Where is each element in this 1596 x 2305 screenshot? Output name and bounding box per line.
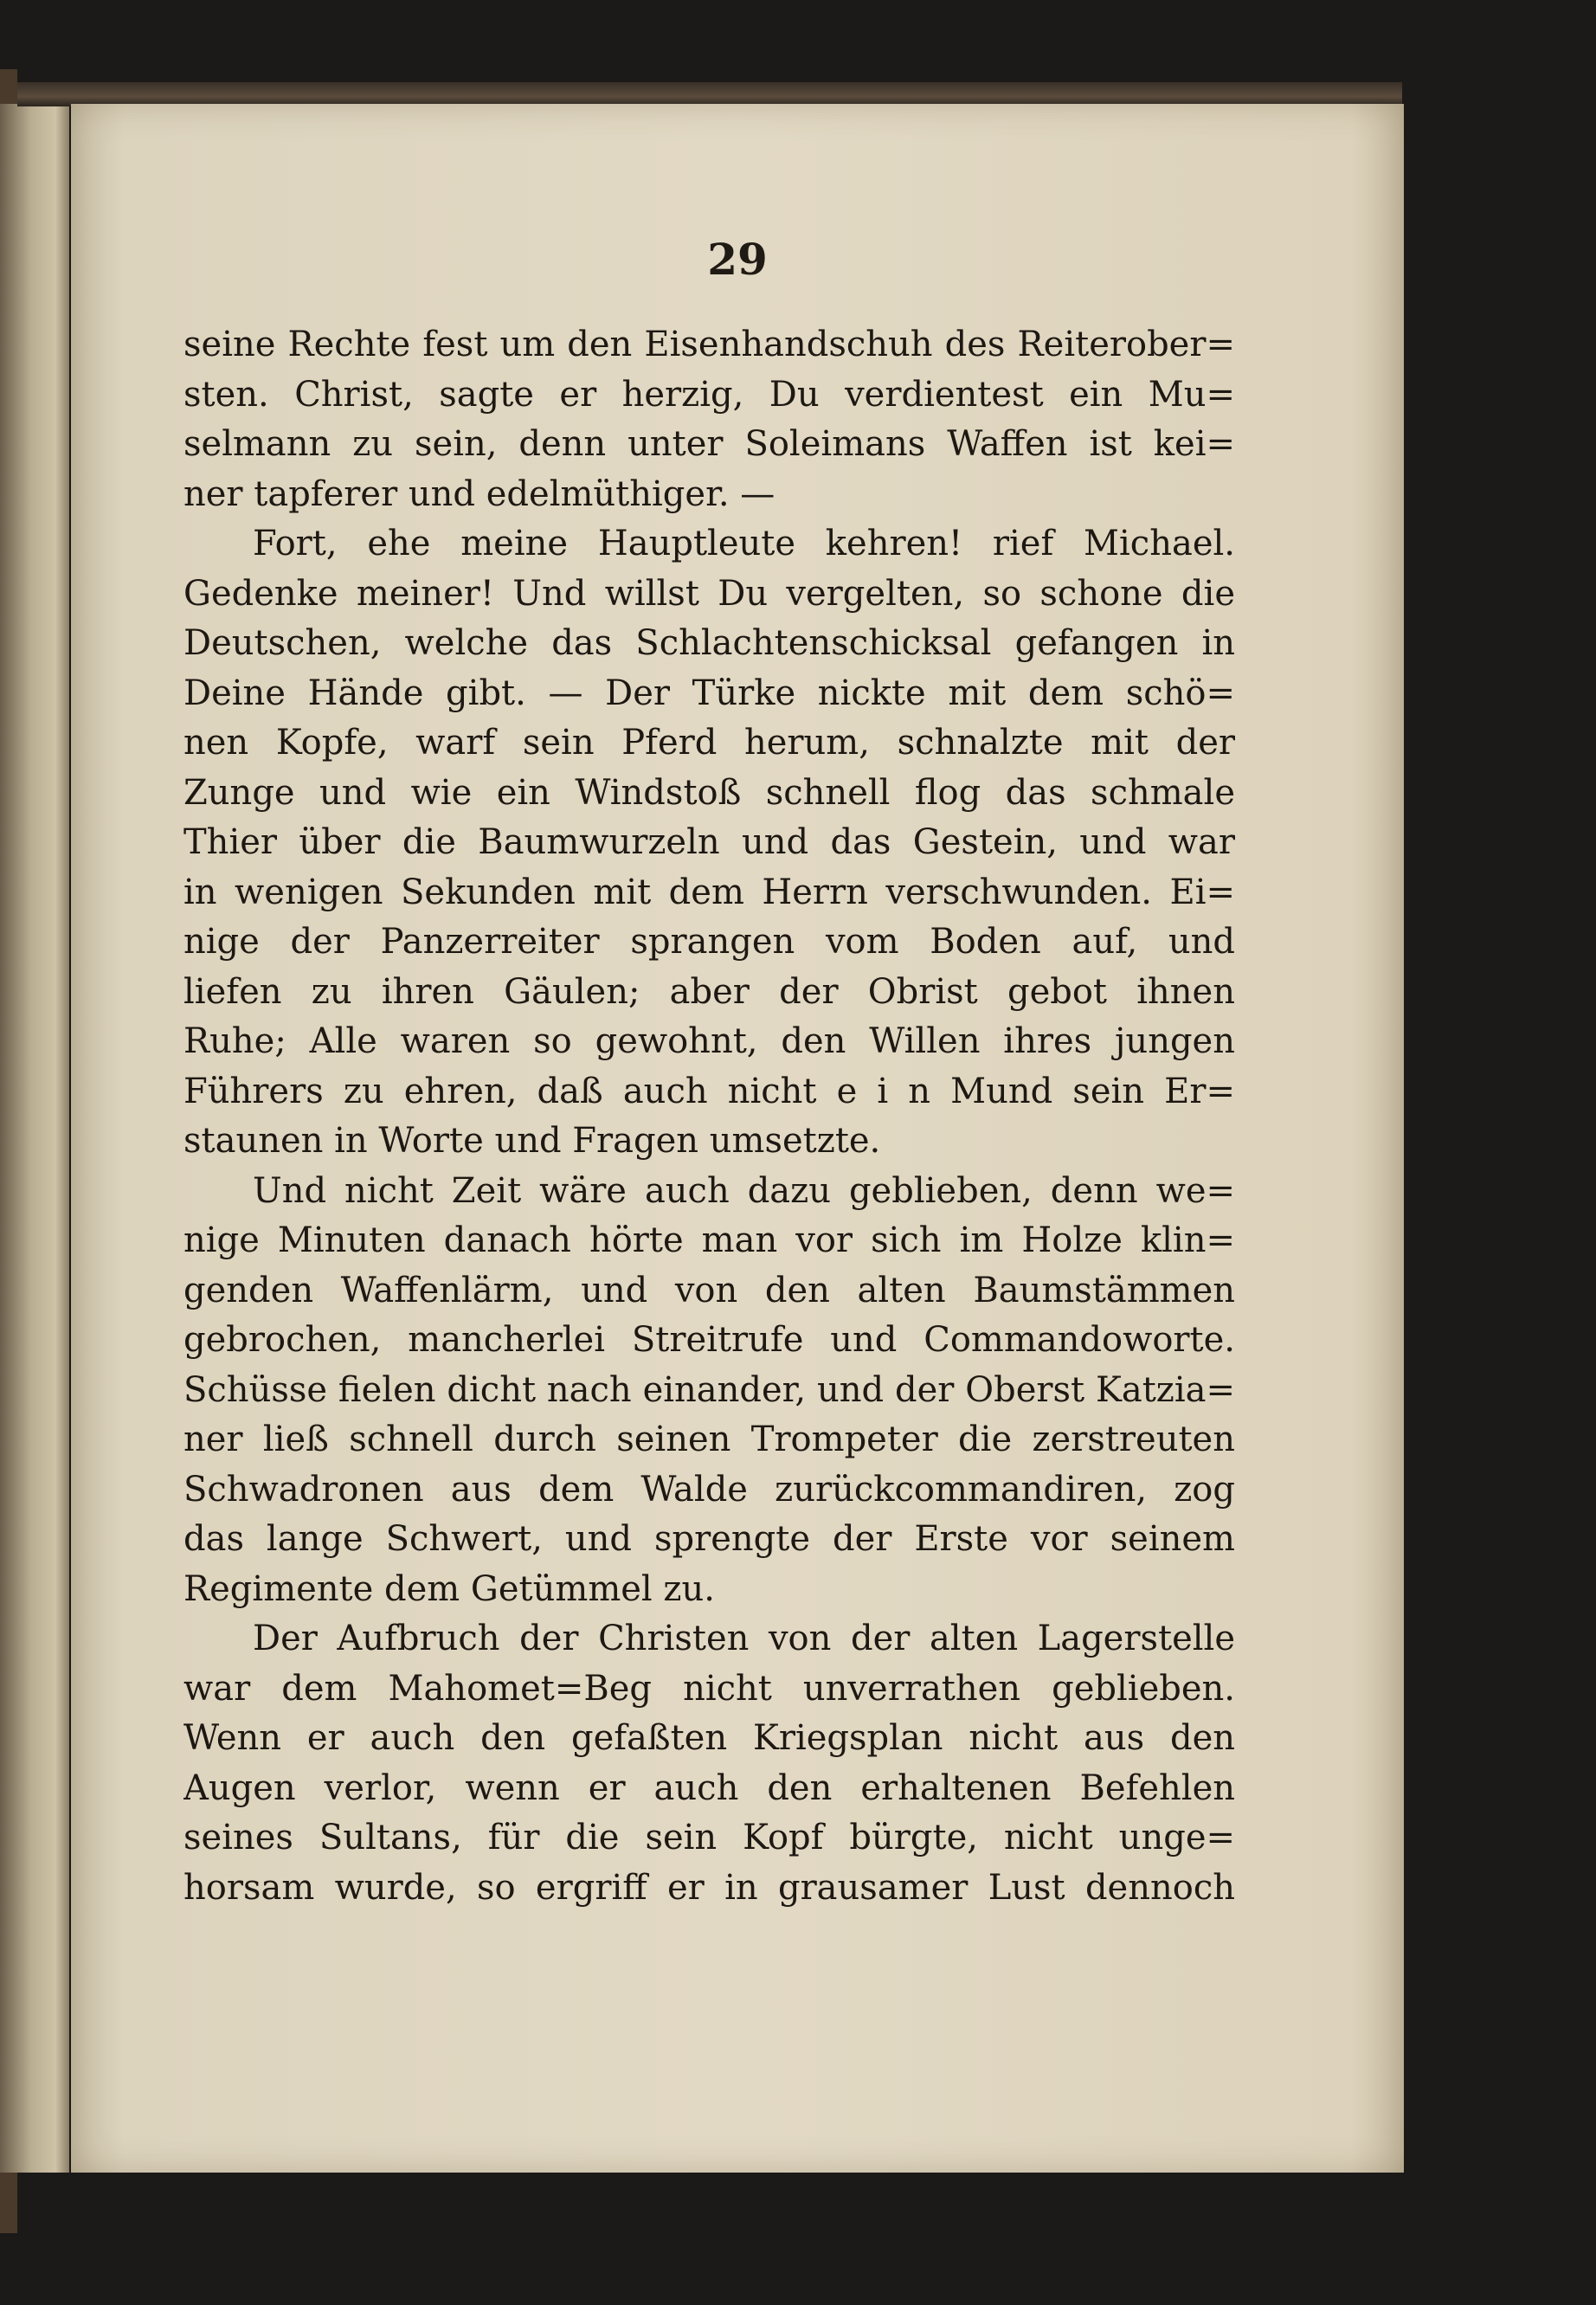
- text-line: Fort, ehe meine Hauptleute kehren! rief Michael.: [253, 524, 1235, 563]
- page-number: 29: [707, 234, 768, 285]
- text-line: in wenigen Sekunden mit dem Herrn verschwunden. Ei=: [183, 872, 1235, 912]
- text-line: Regimente dem Getümmel zu.: [183, 1568, 715, 1609]
- text-line: sten. Christ, sagte er herzig, Du verdientest ein Mu=: [183, 374, 1235, 415]
- text-line: nige der Panzerreiter sprangen vom Boden auf, und: [183, 922, 1235, 962]
- text-line: seines Sultans, für die sein Kopf bürgte, nicht unge=: [183, 1818, 1235, 1858]
- page-text: [183, 320, 1235, 1913]
- text-line: horsam wurde, so ergriff er in grausamer Lust dennoch: [183, 1867, 1235, 1908]
- book-page: [71, 104, 1404, 2173]
- text-line: staunen in Worte und Fragen umsetzte.: [183, 1121, 881, 1161]
- text-line: Führers zu ehren, daß auch nicht e i n Mund sein Er=: [183, 1071, 1235, 1111]
- facing-page-edge: [0, 104, 69, 2173]
- text-line: nige Minuten danach hörte man vor sich im Holze klin=: [183, 1220, 1235, 1260]
- text-line: selmann zu sein, denn unter Soleimans Waffen ist kei=: [183, 424, 1235, 464]
- text-line: ner tapferer und edelmüthiger. —: [183, 473, 775, 514]
- text-line: seine Rechte fest um den Eisenhandschuh des Reiterober=: [183, 325, 1235, 364]
- text-line: war dem Mahomet=Beg nicht unverrathen geblieben.: [183, 1668, 1235, 1709]
- text-line: Augen verlor, wenn er auch den erhaltenen Befehlen: [183, 1767, 1235, 1808]
- text-line: genden Waffenlärm, und von den alten Baumstämmen: [183, 1270, 1235, 1310]
- text-line: nen Kopfe, warf sein Pferd herum, schnalzte mit der: [183, 723, 1235, 763]
- text-line: Schwadronen aus dem Walde zurückcommandiren, zog: [183, 1469, 1235, 1510]
- text-line: ner ließ schnell durch seinen Trompeter die zerstreuten: [183, 1420, 1235, 1459]
- text-line: Gedenke meiner! Und willst Du vergelten, so schone die: [183, 573, 1235, 614]
- text-line: Deutschen, welche das Schlachtenschicksal gefangen in: [183, 623, 1235, 663]
- book-spine-top: [17, 82, 1402, 106]
- text-line: gebrochen, mancherlei Streitrufe und Commandoworte.: [183, 1320, 1235, 1360]
- text-line: Der Aufbruch der Christen von der alten Lagerstelle: [253, 1619, 1235, 1658]
- text-line: Thier über die Baumwurzeln und das Gestein, und war: [183, 822, 1235, 862]
- text-line: Schüsse fielen dicht nach einander, und der Oberst Katzia=: [183, 1369, 1235, 1410]
- text-line: Deine Hände gibt. — Der Türke nickte mit dem schö=: [183, 673, 1235, 713]
- text-line: Ruhe; Alle waren so gewohnt, den Willen ihres jungen: [183, 1021, 1235, 1061]
- text-line: liefen zu ihren Gäulen; aber der Obrist gebot ihnen: [183, 971, 1235, 1012]
- text-line: Wenn er auch den gefaßten Kriegsplan nicht aus den: [183, 1718, 1235, 1758]
- text-line: Zunge und wie ein Windstoß schnell flog das schmale: [183, 772, 1235, 813]
- text-line: das lange Schwert, und sprengte der Erste vor seinem: [183, 1519, 1235, 1559]
- text-line: Und nicht Zeit wäre auch dazu geblieben, denn we=: [253, 1170, 1235, 1211]
